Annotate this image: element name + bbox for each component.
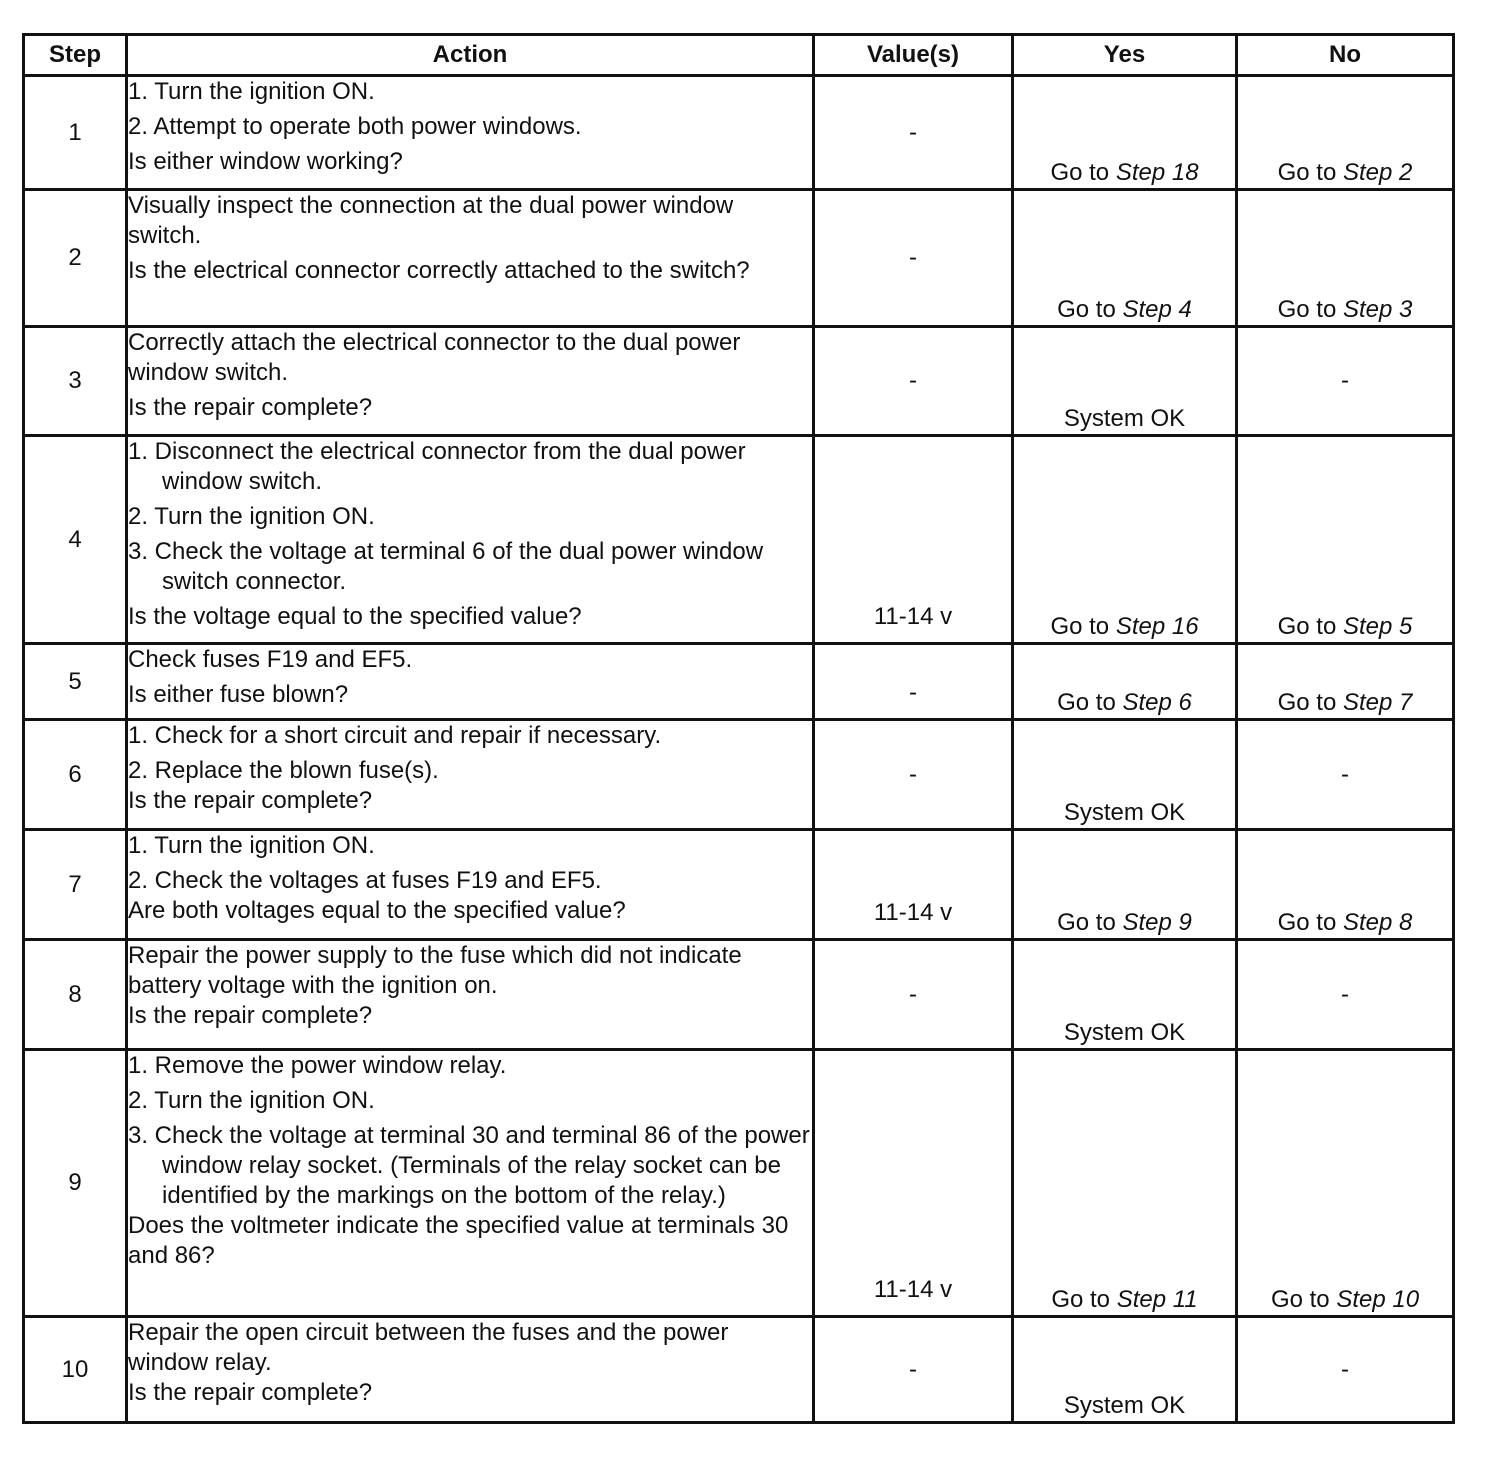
step-ref: Step 5: [1342, 613, 1413, 640]
step-ref: Step 4: [1122, 296, 1192, 323]
action-question: Is either fuse blown?: [128, 681, 349, 708]
yes-cell: System OK: [1013, 327, 1237, 436]
action-text: [127, 1317, 814, 1423]
no-cell: [1237, 76, 1454, 190]
action-line: 2. Turn the ignition ON.: [128, 503, 375, 530]
step-ref: Step 10: [1336, 1286, 1420, 1313]
step-number: 2: [24, 190, 127, 327]
action-text: [127, 327, 814, 436]
goto-prefix: Go to: [1277, 613, 1337, 640]
goto-prefix: Go to: [1277, 689, 1337, 716]
goto-prefix: Go to: [1277, 909, 1337, 936]
goto-prefix: Go to: [1277, 296, 1337, 323]
goto-prefix: Go to: [1050, 613, 1110, 640]
action-text: [127, 830, 814, 940]
value-cell: 11-14 v: [814, 830, 1013, 940]
action-line: 3. Check the voltage at terminal 30 and terminal 86 of the power window relay socket. (Terminals of the relay socket can be identified by the markings on the bottom of the relay.): [128, 1122, 810, 1209]
table-row: [24, 1317, 1454, 1423]
action-question: Are both voltages equal to the specified value?: [128, 897, 626, 924]
action-line: 1. Check for a short circuit and repair if necessary.: [128, 722, 662, 749]
step-number: 3: [24, 327, 127, 436]
step-ref: Step 8: [1342, 909, 1413, 936]
table-row: [24, 436, 1454, 644]
goto-prefix: Go to: [1051, 1286, 1111, 1313]
header-row: [24, 35, 1454, 76]
action-line: Visually inspect the connection at the dual power window switch.: [128, 192, 734, 249]
step-ref: Step 2: [1342, 159, 1413, 186]
yes-cell: [1013, 190, 1237, 327]
yes-cell: [1013, 830, 1237, 940]
action-text: [127, 1050, 814, 1317]
action-question: Is the repair complete?: [128, 787, 373, 814]
action-question: Is either window working?: [128, 148, 403, 175]
action-line: 2. Turn the ignition ON.: [128, 1087, 375, 1114]
step-number: 9: [24, 1050, 127, 1317]
header-yes: Yes: [1013, 35, 1237, 76]
table-row: [24, 940, 1454, 1050]
yes-cell: System OK: [1013, 720, 1237, 830]
yes-cell: [1013, 644, 1237, 720]
action-question: Is the electrical connector correctly attached to the switch?: [128, 257, 750, 284]
no-cell: -: [1237, 940, 1454, 1050]
step-number: 6: [24, 720, 127, 830]
goto-prefix: Go to: [1057, 909, 1116, 936]
yes-cell: [1013, 76, 1237, 190]
header-step: Step: [24, 35, 127, 76]
value-cell: -: [814, 1317, 1013, 1423]
yes-cell: System OK: [1013, 1317, 1237, 1423]
yes-cell: [1013, 436, 1237, 644]
goto-prefix: Go to: [1057, 689, 1116, 716]
yes-cell: System OK: [1013, 940, 1237, 1050]
value-cell: -: [814, 720, 1013, 830]
no-cell: -: [1237, 1317, 1454, 1423]
step-ref: Step 6: [1122, 689, 1192, 716]
action-line: 2. Replace the blown fuse(s).: [128, 757, 439, 784]
action-question: Is the repair complete?: [128, 1379, 373, 1406]
action-line: Repair the open circuit between the fuses and the power window relay.: [128, 1319, 729, 1376]
table-row: [24, 830, 1454, 940]
value-cell: 11-14 v: [814, 436, 1013, 644]
step-ref: Step 11: [1116, 1286, 1198, 1313]
action-line: 2. Attempt to operate both power windows.: [128, 113, 582, 140]
action-question: Is the repair complete?: [128, 394, 373, 421]
diagnostic-table: [22, 33, 1455, 1424]
value-cell: -: [814, 327, 1013, 436]
action-text: [127, 940, 814, 1050]
action-line: Check fuses F19 and EF5.: [128, 646, 413, 673]
step-number: 5: [24, 644, 127, 720]
action-line: 1. Turn the ignition ON.: [128, 832, 375, 859]
value-cell: 11-14 v: [814, 1050, 1013, 1317]
no-cell: -: [1237, 327, 1454, 436]
table-row: [24, 76, 1454, 190]
step-ref: Step 7: [1342, 689, 1413, 716]
value-cell: -: [814, 190, 1013, 327]
value-cell: -: [814, 940, 1013, 1050]
action-text: [127, 76, 814, 190]
action-text: [127, 190, 814, 327]
action-text: [127, 436, 814, 644]
goto-prefix: Go to: [1050, 159, 1110, 186]
action-line: 2. Check the voltages at fuses F19 and EF5.: [128, 867, 602, 894]
step-number: 8: [24, 940, 127, 1050]
no-cell: -: [1237, 720, 1454, 830]
no-cell: [1237, 644, 1454, 720]
yes-cell: [1013, 1050, 1237, 1317]
step-ref: Step 3: [1342, 296, 1413, 323]
goto-prefix: Go to: [1270, 1286, 1330, 1313]
action-line: Repair the power supply to the fuse which did not indicate battery voltage with the ignition on.: [128, 942, 742, 999]
value-cell: -: [814, 644, 1013, 720]
action-text: [127, 720, 814, 830]
no-cell: [1237, 436, 1454, 644]
step-ref: Step 16: [1115, 613, 1199, 640]
value-cell: -: [814, 76, 1013, 190]
action-line: 3. Check the voltage at terminal 6 of the dual power window switch connector.: [128, 538, 764, 595]
step-ref: Step 18: [1115, 159, 1199, 186]
header-no: No: [1237, 35, 1454, 76]
action-line: 1. Disconnect the electrical connector from the dual power window switch.: [128, 438, 746, 495]
no-cell: [1237, 1050, 1454, 1317]
table-row: [24, 1050, 1454, 1317]
header-values: Value(s): [814, 35, 1013, 76]
action-line: 1. Remove the power window relay.: [128, 1052, 507, 1079]
no-cell: [1237, 190, 1454, 327]
header-action: Action: [127, 35, 814, 76]
action-question: Does the voltmeter indicate the specified value at terminals 30 and 86?: [128, 1212, 789, 1269]
table-row: [24, 644, 1454, 720]
step-number: 7: [24, 830, 127, 940]
action-question: Is the repair complete?: [128, 1002, 373, 1029]
goto-prefix: Go to: [1057, 296, 1116, 323]
table-row: [24, 190, 1454, 327]
action-text: [127, 644, 814, 720]
step-number: 4: [24, 436, 127, 644]
no-cell: [1237, 830, 1454, 940]
action-line: 1. Turn the ignition ON.: [128, 78, 375, 105]
action-line: Correctly attach the electrical connector to the dual power window switch.: [128, 329, 741, 386]
step-number: 10: [24, 1317, 127, 1423]
step-number: 1: [24, 76, 127, 190]
table-row: [24, 327, 1454, 436]
step-ref: Step 9: [1122, 909, 1192, 936]
action-question: Is the voltage equal to the specified value?: [128, 603, 582, 630]
table-row: [24, 720, 1454, 830]
goto-prefix: Go to: [1277, 159, 1337, 186]
